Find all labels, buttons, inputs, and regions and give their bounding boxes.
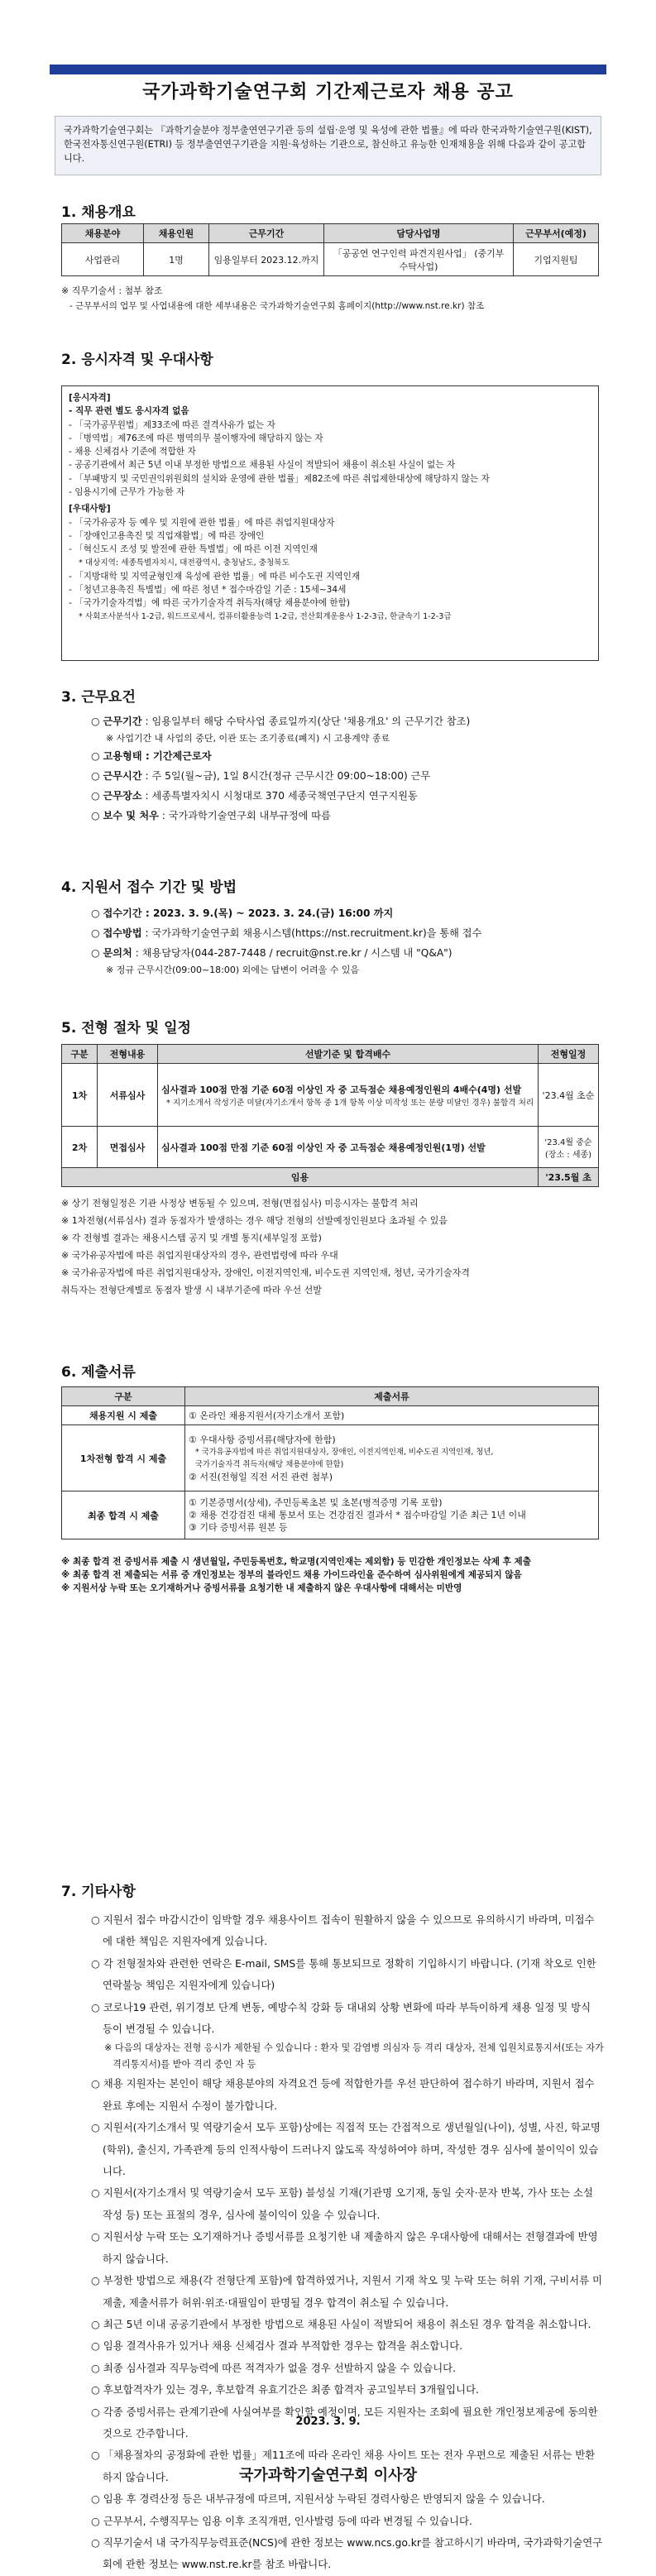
process-cell: '23.4월 중순 (장소 : 세종) <box>539 1127 599 1168</box>
etc-item: ○ 지원서(자기소개서 및 역량기술서 모두 포함) 블성실 기재(기관명 오기재, 동일 숫자·문자 반복, 가사 또는 소설 작성 등) 또는 표절의 경우, 심사에 불이익이 있을 수 있습니다. <box>91 2186 593 2221</box>
etc-item: ○ 임용 결격사유가 있거나 채용 신체검사 결과 부적합한 경우는 합격을 취소합니다. <box>91 2339 463 2353</box>
etc-item: ○ 최종 심사결과 직무능력에 따른 적격자가 없을 경우 선발하지 않을 수 있습니다. <box>91 2361 457 2374</box>
etc-item: ○ 지원서(자기소개서 및 역량기술서 모두 포함)상에는 직접적 또는 간접적으로 생년월일(나이), 성별, 사진, 학교명(학위), 출신지, 가족관계 등의 인적사항이 드러나지 않도록 작성하여야 하며, 작성한 경우 심사에 불이익이 있습니다. <box>91 2121 601 2178</box>
work-value: : 기간제근로자 <box>141 750 212 762</box>
work-label: 근무장소 <box>103 790 142 802</box>
docs-item: ③ 기타 증빙서류 원본 등 <box>189 1522 288 1533</box>
docs-cell: 채용지원 시 제출 <box>62 1406 185 1425</box>
process-note: ※ 상기 전형일정은 기관 사정상 변동될 수 있으며, 전형(면접심사) 미응시자는 불합격 처리 <box>61 1198 419 1209</box>
docs-note: ※ 지원서상 누락 또는 오기재하거나 증빙서류를 요청기한 내 제출하지 않은 우대사항에 대해서는 미반영 <box>61 1583 462 1593</box>
etc-item: ○ 각종 증빙서류는 관계기관에 사실여부를 확인할 예정이며, 모든 지원자는 조회에 필요한 개인정보제공에 동의한 것으로 간주합니다. <box>91 2405 598 2440</box>
work-value: : 임용일부터 해당 수탁사업 종료일까지(상단 '채용개요' 의 근무기간 참조) <box>141 716 471 727</box>
overview-cell: 「공공연 연구인력 파견지원사업」 (중기부 수탁사업) <box>324 243 514 276</box>
process-note: ※ 1차전형(서류심사) 결과 동점자가 발생하는 경우 해당 전형의 선발예정인원보다 초과될 수 있음 <box>61 1215 448 1226</box>
overview-cell: 기업지원팀 <box>514 243 599 276</box>
work-label: 보수 및 처우 <box>103 810 159 821</box>
docs-cell <box>185 1425 599 1491</box>
process-final: 임용 <box>62 1168 539 1187</box>
docs-item: ② 서진(전형일 직전 서진 관련 첨부) <box>189 1471 333 1482</box>
etc-item: ○ 코로나19 관련, 위기경보 단계 변동, 예방수칙 강화 등 대내외 상황 변화에 따라 부득이하게 채용 일정 및 방식 등이 변경될 수 있습니다. <box>91 2000 591 2036</box>
qualification-item: - 「국가공무원법」제33조에 따른 결격사유가 없는 자 <box>69 419 275 430</box>
docs-notes <box>61 1555 607 1595</box>
section-title-docs: 6. 제출서류 <box>61 1364 136 1381</box>
qualification-box <box>61 385 599 661</box>
preference-item: - 「혁신도시 조성 및 발전에 관한 특별법」에 따른 이전 지역인재 <box>69 544 318 555</box>
apply-value: : 2023. 3. 9.(목) ~ 2023. 3. 24.(금) 16:00 까지 <box>141 907 394 919</box>
process-header: 선발기준 및 합격배수 <box>158 1045 539 1064</box>
etc-item: ○ 직무기술서 내 국가직무능력표준(NCS)에 관한 정보는 www.ncs.go.kr를 참고하시기 바라며, 국가과학기술연구회에 관한 정보는 www.nst.re.kr를 참조 바랍니다. <box>91 2535 603 2571</box>
etc-item: ○ 채용 지원자는 본인이 해당 채용분야의 자격요건 등에 적합한가를 우선 판단하여 접수하기 바라며, 지원서 접수 완료 후에는 지원서 수정이 불가합니다. <box>91 2077 595 2112</box>
apply-note: ※ 정규 근무시간(09:00~18:00) 외에는 답변이 어려울 수 있음 <box>106 965 360 975</box>
docs-cell <box>185 1491 599 1539</box>
overview-cell: 임용일부터 2023.12.까지 <box>209 243 324 276</box>
etc-item: ○ 지원서 접수 마감시간이 임박할 경우 채용사이트 접속이 원활하지 않을 수 있으므로 유의하시기 바라며, 미접수에 대한 책임은 지원자에게 있습니다. <box>91 1913 595 1948</box>
etc-subitem: ※ 다음의 대상자는 전형 응시가 제한될 수 있습니다 : 환자 및 감염병 의심자 등 격리 대상자, 전체 입원치료통지서(또는 자가격리통지서)를 받아 격리 중인 자 등 <box>104 2042 604 2071</box>
signature: 국가과학기술연구회 이사장 <box>239 2467 417 2484</box>
section-title-apply: 4. 지원서 접수 기간 및 방법 <box>61 879 237 896</box>
overview-header: 채용인원 <box>144 224 209 243</box>
process-header: 전형내용 <box>98 1045 158 1064</box>
work-value: : 세종특별자치시 시청대로 370 세종국책연구단지 연구지원동 <box>141 790 418 802</box>
preference-item: - 「지방대학 및 지역균형인재 육성에 관한 법률」에 따른 비수도권 지역인재 <box>69 571 361 582</box>
qualification-heading: [응시자격] <box>69 393 111 403</box>
qualification-item: - 공공기관에서 최근 5년 이내 부정한 방법으로 채용된 사실이 적발되어 채용이 취소된 사실이 없는 자 <box>69 460 456 471</box>
qualification-item: - 「병역법」제76조에 따른 병역의무 불이행자에 해당하지 않는 자 <box>69 433 323 443</box>
docs-note: ※ 최종 합격 전 증빙서류 제출 시 생년월일, 주민등록번호, 학교명(지역인재는 제외함) 등 민감한 개인정보는 삭제 후 제출 <box>61 1557 532 1567</box>
process-cell: 2차 <box>62 1127 98 1168</box>
docs-item: ① 기본증명서(상세), 주민등록초본 및 초본(병적증명 기록 포함) <box>189 1497 443 1508</box>
announcement-date: 2023. 3. 9. <box>295 2416 361 2428</box>
overview-cell: 1명 <box>144 243 209 276</box>
etc-item: ○ 「채용절차의 공정화에 관한 법률」제11조에 따라 온라인 채용 사이트 또는 전자 우편으로 제출된 서류는 반환하지 않습니다. <box>91 2449 596 2483</box>
apply-label: 접수방법 <box>103 927 142 939</box>
etc-item: ○ 부정한 방법으로 채용(각 전형단계 포함)에 합격하였거나, 지원서 기재 착오 및 누락 또는 허위 기재, 구비서류 미제출, 제출서류가 허위·위조·대필임이 판명될 경우 합격이 취소될 수 있습니다. <box>91 2274 603 2309</box>
preference-subitem: * 사회조사분석사 1-2급, 워드프로세서, 컴퓨터활용능력 1-2급, 전산회계운용사 1-2-3급, 한글속기 1-2-3급 <box>79 611 452 621</box>
docs-cell: 1차전형 합격 시 제출 <box>62 1425 185 1491</box>
docs-note: ※ 최종 합격 전 제출되는 서류 중 개인정보는 정부의 블라인드 채용 가이드라인을 준수하여 심사위원에게 제공되지 않음 <box>61 1570 522 1580</box>
apply-label: 접수기간 <box>103 907 142 919</box>
overview-table <box>61 223 599 276</box>
process-header: 전형일정 <box>539 1045 599 1064</box>
process-desc: 심사결과 100점 만점 기준 60점 이상인 자 중 고득점순 채용예정인원(1명) 선발 <box>158 1127 539 1168</box>
process-note: 취득자는 전형단계별로 동점자 발생 시 내부기준에 따라 우선 선발 <box>61 1285 322 1295</box>
qualification-item: - 직무 관련 별도 응시자격 없음 <box>69 406 189 417</box>
process-notes <box>61 1195 470 1299</box>
overview-header: 근무부서(예정) <box>514 224 599 243</box>
docs-subitem: * 국가유공자법에 따른 취업지원대상자, 장애인, 이전지역인재, 비수도권 지역인재, 청년, <box>195 1447 494 1457</box>
etc-item: ○ 근무부서, 수행직무는 임용 이후 조직개편, 인사발령 등에 따라 변경될 수 있습니다. <box>91 2514 472 2527</box>
preference-heading: [우대사항] <box>69 504 111 515</box>
title-accent-bar <box>50 65 606 74</box>
work-note: ※ 사업기간 내 사업의 중단, 이관 또는 조기종료(폐지) 시 고용계약 종료 <box>106 733 390 744</box>
preference-item: - 「국가기술자격법」에 따른 국가기술자격 취득자(해당 채용분야에 한함) <box>69 598 351 609</box>
process-cell <box>158 1064 539 1127</box>
docs-item: ② 채용 건강검진 대체 통보서 또는 건강검진 결과서 * 접수마감일 기준 최근 1년 이내 <box>189 1510 526 1520</box>
docs-item: ① 우대사항 증빙서류(해당자에 한함) <box>189 1434 336 1445</box>
docs-cell: 최종 합격 시 제출 <box>62 1491 185 1539</box>
overview-header: 근무기간 <box>209 224 324 243</box>
apply-label: 문의처 <box>103 947 132 959</box>
process-cell: 면접심사 <box>98 1127 158 1168</box>
etc-item: ○ 각 전형절차와 관련한 연락은 E-mail, SMS를 통해 통보되므로 정확히 기입하시기 바랍니다. (기재 착오로 인한 연락불능 책임은 지원자에게 있습니다) <box>91 1956 596 1992</box>
intro-box: 국가과학기술연구회는 『과학기술분야 정부출연연구기관 등의 설립·운영 및 육성에 관한 법률』에 따라 한국과학기술연구원(KIST), 한국전자통신연구원(ETRI) 등 정부출연연구기관을 지원·육성하는 기관으로, 참신하고 유능한 인재채용을 위해 다음과 같이 공고합니다. <box>55 116 601 175</box>
etc-item: ○ 지원서상 누락 또는 오기재하거나 증빙서류를 요청기한 내 제출하지 않은 우대사항에 대해서는 전형결과에 반영하지 않습니다. <box>91 2230 598 2265</box>
work-label: 근무기간 <box>103 716 142 727</box>
etc-item: ○ 임용 후 경력산정 등은 내부규정에 따르며, 지원서상 누락된 경력사항은 반영되지 않을 수 있습니다. <box>91 2492 545 2506</box>
work-value: : 주 5일(월~금), 1일 8시간(정규 근무시간 09:00~18:00) 근무 <box>141 770 431 782</box>
docs-subitem: 국가기술자격 취득자(해당 채용분야에 한함) <box>195 1459 344 1469</box>
process-sub: * 지기소개서 작성기준 미달(자기소개서 항목 중 1개 항목 이상 미작성 또는 분량 미달인 경우) 불합격 처리 <box>166 1098 534 1108</box>
work-conditions: ○ 근무기간 : 임용일부터 해당 수탁사업 종료일까지(상단 '채용개요' 의 근무기간 참조) ※ 사업기간 내 사업의 중단, 이관 또는 조기종료(폐지) 시 고용계약 종료 ○ 고용형태 : 기간제근로자 ○ 근무시간 : 주 5일(월~금), 1일 8시간(정규 근무시간 09:00~18:00) 근무 ○ 근무장소 : 세종특별자치시 시청대로 370 세종국책연구단지 연구지원동 ○ 보수 및 처우 : 국가과학기술연구회 내부규정에 따름 <box>91 711 604 826</box>
docs-table <box>61 1386 599 1539</box>
overview-note: - 근무부서의 업무 및 사업내용에 대한 세부내용은 국가과학기술연구회 홈페이지(http://www.nst.re.kr) 참조 <box>69 301 485 311</box>
apply-value: : 국가과학기술연구회 채용시스템(https://nst.recruitment.kr)을 통해 접수 <box>141 927 482 939</box>
process-cell: '23.4월 초순 <box>539 1064 599 1127</box>
preference-item: - 「장애인고용촉진 및 직업재활법」에 따른 장애인 <box>69 530 265 541</box>
apply-value: : 채용담당자(044-287-7448 / recruit@nst.re.kr / 시스템 내 "Q&A") <box>132 947 452 959</box>
process-header: 구분 <box>62 1045 98 1064</box>
section-title-process: 5. 전형 절차 및 일정 <box>61 1020 191 1037</box>
section-title-etc: 7. 기타사항 <box>61 1884 136 1900</box>
work-label: 근무시간 <box>103 770 142 782</box>
apply-info: ○ 접수기간 : 2023. 3. 9.(목) ~ 2023. 3. 24.(금) 16:00 까지 ○ 접수방법 : 국가과학기술연구회 채용시스템(https://nst.recruitment.kr)을 통해 접수 ○ 문의처 : 채용담당자(044-287-7448 / recruit@nst.re.kr / 시스템 내 "Q&A") ※ 정규 근무시간(09:00~18:00) 외에는 답변이 어려울 수 있음 <box>91 903 604 978</box>
process-note: ※ 국가유공자법에 따른 취업지원대상자의 경우, 관련법령에 따라 우대 <box>61 1250 338 1261</box>
section-title-qualification: 2. 응시자격 및 우대사항 <box>61 352 213 368</box>
overview-header: 담당사업명 <box>324 224 514 243</box>
overview-header: 채용분야 <box>62 224 144 243</box>
section-title-work: 3. 근무요건 <box>61 689 136 706</box>
process-desc: 심사결과 100점 만점 기준 60점 이상인 자 중 고득점순 채용예정인원의 4배수(4명) 선발 <box>161 1084 522 1095</box>
docs-header: 구분 <box>62 1387 185 1406</box>
preference-subitem: * 대상지역: 세종특별자치시, 대전광역시, 충청남도, 충청북도 <box>79 558 290 567</box>
overview-note: ※ 직무기술서 : 첨부 참조 <box>61 285 163 296</box>
work-value: : 국가과학기술연구회 내부규정에 따름 <box>158 810 331 821</box>
etc-item: ○ 최근 5년 이내 공공기관에서 부정한 방법으로 채용된 사실이 적발되어 채용이 취소된 경우 합격을 취소합니다. <box>91 2317 591 2330</box>
section-title-overview: 1. 채용개요 <box>61 204 136 221</box>
page-title: 국가과학기술연구회 기간제근로자 채용 공고 <box>142 82 514 103</box>
process-note: ※ 국가유공자법에 따른 취업지원대상자, 장애인, 이전지역인재, 비수도권 지역인재, 청년, 국가기술자격 <box>61 1267 470 1278</box>
process-cell: 서류심사 <box>98 1064 158 1127</box>
qualification-item: - 「부패방지 및 국민권익위원회의 설치와 운영에 관한 법률」제82조에 따른 취업제한대상에 해당하지 않는 자 <box>69 473 490 484</box>
docs-header: 제출서류 <box>185 1387 599 1406</box>
work-label: 고용형태 <box>103 750 142 762</box>
preference-item: - 「청년고용촉진 특별법」에 따른 청년 * 접수마감일 기준 : 15세~34세 <box>69 585 347 596</box>
process-table <box>61 1044 599 1187</box>
process-note: ※ 각 전형별 결과는 채용시스템 공지 및 개별 통지(세부일정 포함) <box>61 1233 322 1243</box>
process-final-date: '23.5월 초 <box>539 1168 599 1187</box>
qualification-item: - 임용시기에 근무가 가능한 자 <box>69 487 185 498</box>
qualification-item: - 채용 신체검사 기준에 적합한 자 <box>69 447 196 457</box>
process-cell: 1차 <box>62 1064 98 1127</box>
preference-item: - 「국가유공자 등 예우 및 지원에 관한 법률」에 따른 취업지원대상자 <box>69 517 335 528</box>
etc-item: ○ 후보합격자가 있는 경우, 후보합격 유효기간은 최종 합격자 공고일부터 3개월입니다. <box>91 2383 479 2396</box>
docs-cell: ① 온라인 채용지원서(자기소개서 포함) <box>185 1406 599 1425</box>
overview-cell: 사업관리 <box>62 243 144 276</box>
